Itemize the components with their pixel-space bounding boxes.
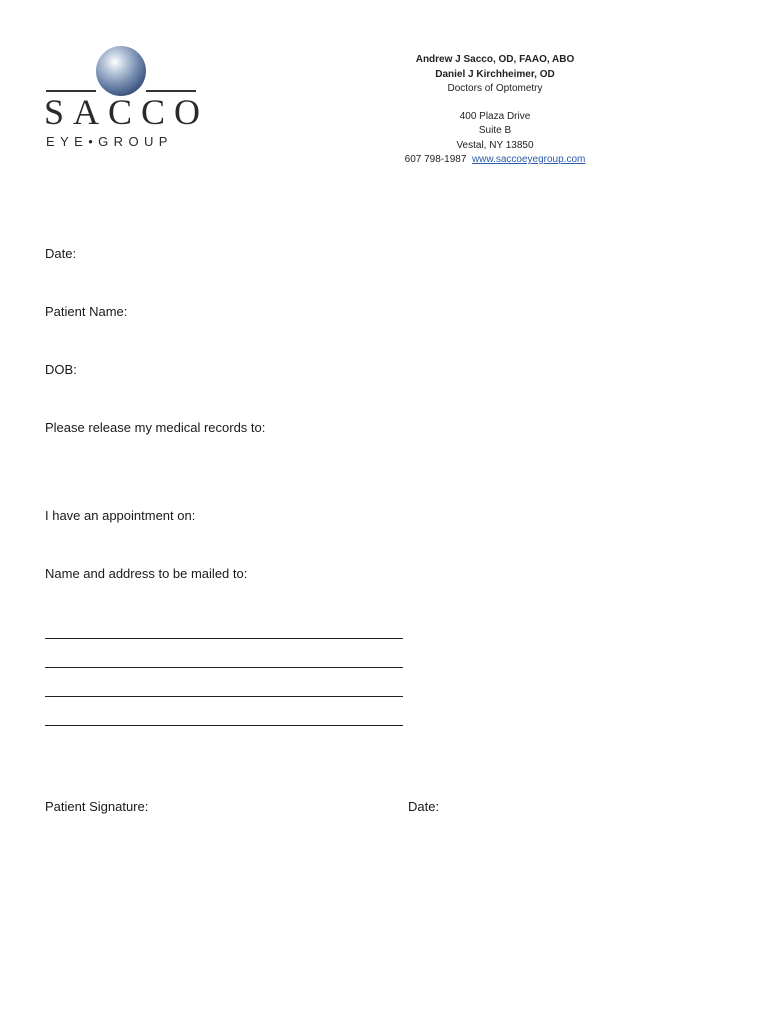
sacco-eye-group-logo	[44, 44, 210, 154]
dob-label: DOB:	[45, 362, 77, 377]
logo-wordmark: SACCO	[44, 92, 210, 132]
date-label: Date:	[45, 246, 77, 261]
letterhead	[330, 53, 660, 168]
patient-name-label: Patient Name:	[45, 304, 128, 319]
contact-line	[330, 153, 660, 168]
doctor-2: Daniel J Kirchheimer, OD	[435, 68, 555, 80]
address-city: Vestal, NY 13850	[456, 139, 534, 151]
patient-signature-label: Patient Signature:	[45, 799, 149, 814]
practice-title: Doctors of Optometry	[447, 83, 543, 94]
doctor-1: Andrew J Sacco, OD, FAAO, ABO	[415, 54, 575, 65]
release-records-label: Please release my medical records to:	[45, 420, 266, 435]
globe-logo-icon	[96, 46, 146, 96]
mailing-address-line-2[interactable]	[45, 666, 403, 668]
logo-subtitle: EYE•GROUP	[46, 134, 173, 149]
phone-number: 607 798-1987	[404, 154, 467, 165]
mailing-address-line-4[interactable]	[45, 724, 403, 726]
appointment-label: I have an appointment on:	[45, 508, 196, 523]
website-link[interactable]: www.saccoeyegroup.com	[471, 154, 586, 165]
address-line-2: Suite B	[478, 125, 512, 136]
address-line-1: 400 Plaza Drive	[459, 110, 531, 122]
mailing-address-line-1[interactable]	[45, 637, 403, 639]
mailing-address-line-3[interactable]	[45, 695, 403, 697]
mailing-address-label: Name and address to be mailed to:	[45, 566, 248, 581]
signature-date-label: Date:	[408, 799, 440, 814]
